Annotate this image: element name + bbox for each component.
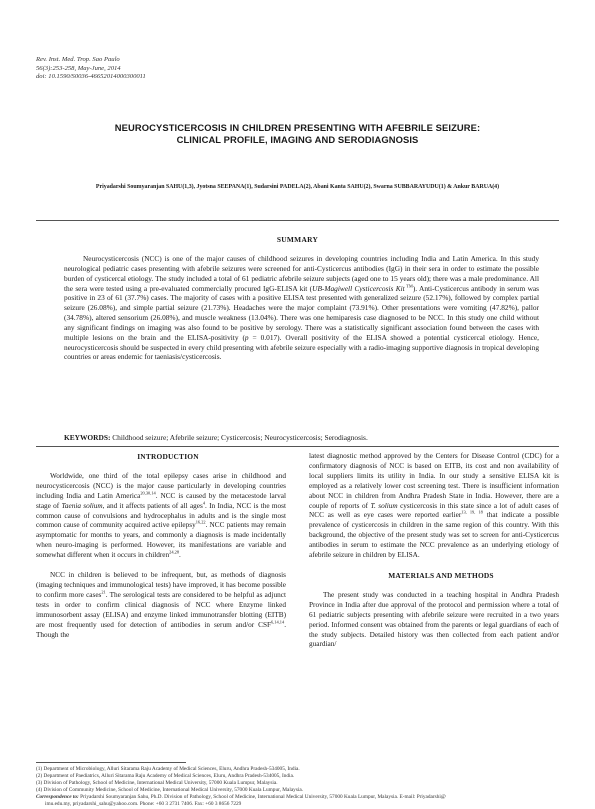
intro-text: NCC in children is believed to be infrequent, but, as methods of diagnosis (imaging techniques and immunological tests) have improved, it has become possible to confirm more cases bbox=[36, 571, 286, 599]
summary-text bbox=[64, 254, 539, 362]
title-line-1: NEUROCYSTICERCOSIS IN CHILDREN PRESENTING WITH AFEBRILE SEIZURE: bbox=[114, 122, 481, 133]
article-title bbox=[60, 122, 535, 146]
introduction-heading: INTRODUCTION bbox=[137, 452, 199, 461]
intro-text: , and it affects patients of all ages bbox=[102, 501, 203, 510]
left-column bbox=[36, 452, 286, 640]
affiliation-footnotes bbox=[36, 766, 559, 809]
correspondence-line-1 bbox=[36, 794, 559, 801]
kit-name: UB-Magiwell Cysticercosis Kit bbox=[312, 283, 405, 293]
citation: 20,30,14 bbox=[140, 490, 156, 496]
summary-part-2: ). Anti-Cysticercus antibody in serum was positive in 23 of 61 (37.7%) cases. The majority of cases with a positive ELISA test presented with generalized seizure (52.17%), followed by complex partial seizure (26.08%), and simple partial seizure (21.73%). Headaches were the major complaint (73.91%). Other presentations were vomiting (47.82%), pallor (34.78%), altered sensorium (26.08%), and muscle weakness (13.04%). There was one hemiparesis case diagnosed to be NCC. In this study one child without any significant findings on imaging was also found to be positive by serology. There was a statistically significant association found between the cases with multiple lesions on the brain and the ELISA-positivity ( bbox=[64, 283, 539, 342]
journal-citation bbox=[36, 56, 146, 82]
affiliation-1: (1) Department of Microbiology, Alluri Sitarama Raju Academy of Medical Sciences, Eluru, Andhra Pradesh-534005, India. bbox=[36, 766, 300, 772]
citation: 21 bbox=[101, 589, 106, 595]
intro-text: Worldwide, one third of the total epilepsy cases arise in childhood and neurocysticercosis (NCC) is the major cause particularly in developing countries including India and Latin America bbox=[36, 471, 286, 500]
intro-text: . NCC patients may remain asymptomatic for months to years, and commonly a diagnosis is made incidentally when neuro-imaging is performed. However, its manifestations are variable and somewhat different when it occurs in children bbox=[36, 521, 286, 560]
materials-methods-heading: MATERIALS AND METHODS bbox=[388, 570, 494, 580]
summary-heading: SUMMARY bbox=[276, 235, 319, 244]
correspondence-label: Correspondence to: bbox=[36, 794, 79, 801]
intro-text: latest diagnostic method approved by the Centers for Disease Control (CDC) for a confirmatory diagnosis of NCC is based on EITB, its cost and non availability of local suppliers limits its utility in India. In our study a sensitive ELISA kit is employed as a relatively lower cost screening test. There is insufficient information about NCC in children from Andhra Pradesh State in India. However, there are a couple of reports of bbox=[309, 452, 559, 510]
intro-text: . Though the bbox=[36, 620, 286, 639]
summary-part-3: = 0.017). Overall positivity of the ELISA showed a potential cysticercal etiology. Hence, neurocysticercosis should be suspected in every child presenting with afebrile seizure especially with a radio-imaging supportive diagnosis in tropical developing countries or areas endemic for taeniasis/cysticercosis. bbox=[64, 332, 539, 362]
affiliation-3: (3) Division of Pathology, School of Medicine, International Medical University, 57000 Kuala Lumpur, Malaysia. bbox=[36, 780, 278, 787]
intro-paragraph-3 bbox=[309, 452, 559, 561]
intro-text: . In India, NCC is the most common cause of convulsions and hydrocephalus in adults and is the single most common cause of community acquired active epilepsy bbox=[36, 501, 287, 530]
intro-text: . NCC is caused by the metacestode larval stage of bbox=[36, 491, 286, 510]
journal-name: Rev. Inst. Med. Trop. Sao Paulo bbox=[36, 56, 120, 63]
species-name: T. solium bbox=[370, 501, 398, 510]
keywords bbox=[64, 433, 539, 443]
summary-part-1: Neurocysticercosis (NCC) is one of the major causes of childhood seizures in developing countries including India and Latin America. In this study neurological pediatric cases presenting with afebrile seizures were screened for anti-Cysticercus antibodies (IgG) in their sera in order to estimate the possible burden of cysticercal etiology. The study included a total of 61 pediatric afebrile seizure subjects (aged one to 15 years old); there was a male predominance. All the sera were tested using a pre-evaluated commercially procured IgG-ELISA kit ( bbox=[64, 254, 539, 293]
author-list: Priyadarshi Soumyaranjan SAHU(1,3), Jyotsna SEEPANA(1), Sudarsini PADELA(2), Abani Kanta SAHU(2), Swarna SUBBARAYUDU(1) & Ankur BARUA(4) bbox=[95, 184, 500, 190]
correspondence-line-2: imu.edu.my, priyadarshi_sahu@yahoo.com. Phone: +60 3 2731 7406. Fax: +60 3 8656 7229 bbox=[45, 801, 242, 808]
intro-text: . The serological tests are considered to be helpful as adjunct tests in order to confirm clinical diagnosis of NCC where Enzyme linked immunosorbent assay (ELISA) and enzyme linked immunotransfer blotting (EITB) are most frequently used for detection of antibodies in serum and/or CSF bbox=[36, 590, 286, 629]
top-divider bbox=[36, 220, 559, 221]
footnote-divider bbox=[36, 762, 186, 763]
intro-paragraph-2 bbox=[36, 571, 286, 640]
trademark: TM bbox=[404, 283, 413, 289]
intro-text: cysticercosis in this state since a lot of adult cases of NCC as well as eye cases were reported earlier bbox=[309, 501, 559, 520]
title-line-2: CLINICAL PROFILE, IMAGING AND SERODIAGNOSIS bbox=[176, 134, 419, 145]
correspondence-text: Priyadarshi Soumyaranjan Sahu, Ph.D. Division of Pathology, School of Medicine, International Medical University, 57000 Kuala Lumpur, Malaysia. E-mail: Priyadarshi@ bbox=[78, 794, 446, 801]
right-column bbox=[309, 452, 559, 650]
intro-paragraph-1 bbox=[36, 472, 286, 561]
intro-text: . bbox=[179, 551, 181, 560]
intro-text: that indicate a possible prevalence of cysticercosis in children in the same region of this country. With this background, the objective of the present study was set to screen for anti-Cysticercus antibodies in serum to estimate the NCC prevalence as an underlying etiology of afebrile seizure in children by ELISA. bbox=[309, 511, 559, 560]
citation: 24,28 bbox=[169, 549, 180, 555]
keywords-divider bbox=[36, 446, 559, 447]
affiliation-2: (2) Department of Paediatrics, Alluri Sitarama Raju Academy of Medical Sciences, Eluru, Andhra Pradesh-534005, India. bbox=[36, 773, 295, 780]
journal-issue: 56(3):253-258, May-June, 2014 bbox=[36, 64, 121, 72]
methods-paragraph-1: The present study was conducted in a teaching hospital in Andhra Pradesh Province in India after due approval of the protocol and permission where a total of 61 pediatric subjects presenting with afebrile seizure were recruited in a two years period. Informed consent was obtained from the parents or legal guardians of each of the study subjects. Detailed history was then collected from each patient and/or guardian/ bbox=[309, 590, 559, 649]
species-name: Taenia solium bbox=[61, 501, 103, 510]
keywords-text: Childhood seizure; Afebrile seizure; Cysticercosis; Neurocysticercosis; Serodiagnosis. bbox=[110, 433, 368, 442]
citation: 4 bbox=[202, 500, 206, 506]
citation: 6,14,14 bbox=[271, 619, 285, 625]
citation: 16,22 bbox=[195, 520, 206, 526]
affiliation-4: (4) Division of Community Medicine, School of Medicine, International Medical University, 57000 Kuala Lumpur, Malaysia. bbox=[36, 787, 304, 794]
journal-doi: doi: 10.1590/S0036-46652014000300011 bbox=[36, 73, 146, 81]
keywords-label: KEYWORDS: bbox=[64, 433, 111, 442]
citation: 13, 19, 18 bbox=[461, 510, 483, 516]
p-value-symbol: p bbox=[244, 332, 249, 342]
